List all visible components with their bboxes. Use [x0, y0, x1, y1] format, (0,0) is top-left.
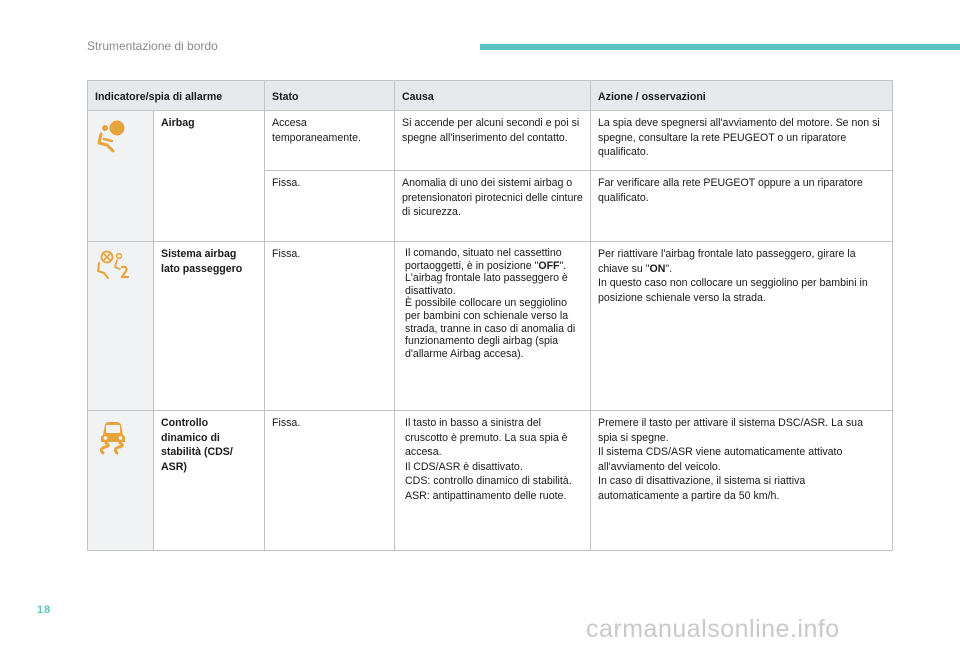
page-number: 18 [37, 604, 52, 616]
passenger-icon-cell [88, 242, 154, 411]
table-row [88, 111, 893, 171]
action-cell [591, 242, 893, 411]
state-cell: Accesa temporaneamente. [265, 111, 395, 171]
state-cell: Fissa. [265, 411, 395, 551]
cause-line: L'airbag frontale lato passeggero è disattivato. [405, 272, 568, 297]
table-row [88, 411, 893, 551]
cause-text: Il comando, situato nel cassettino portaoggetti, è in posizione " [405, 247, 562, 272]
action-cell: Far verificare alla rete PEUGEOT oppure a un riparatore qualificato. [591, 171, 893, 242]
column-header-state: Stato [265, 81, 395, 111]
indicator-name-stability-control: Controllo dinamico di stabilità (CDS/ ASR) [154, 411, 265, 551]
airbag-warning-icon [95, 119, 131, 155]
action-cell: La spia deve spegnersi all'avviamento del motore. Se non si spegne, consultare la rete PEUGEOT o un riparatore qualificato. [591, 111, 893, 171]
cause-line: Il tasto in basso a sinistra del cruscotto è premuto. La sua spia è accesa. [405, 417, 568, 459]
cause-line: ASR: antipattinamento delle ruote. [405, 489, 567, 502]
action-line: In caso di disattivazione, il sistema si riattiva automaticamente a partire da 50 km/h. [598, 475, 806, 502]
state-cell: Fissa. [265, 171, 395, 242]
action-text-end: ". [665, 262, 673, 275]
indicator-name-airbag: Airbag [154, 111, 265, 242]
column-header-indicator: Indicatore/spia di allarme [88, 81, 265, 111]
cause-line: Il CDS/ASR è disattivato. [405, 460, 523, 473]
cause-cell: Anomalia di uno dei sistemi airbag o pretensionatori pirotecnici delle cinture di sicurezza. [395, 171, 591, 242]
column-header-action: Azione / osservazioni [591, 81, 893, 111]
action-line: In questo caso non collocare un seggiolino per bambini in posizione schienale verso la strada. [598, 277, 868, 304]
cause-line: CDS: controllo dinamico di stabilità. [405, 475, 572, 488]
airbag-icon-cell [88, 111, 154, 242]
table-row [88, 242, 893, 411]
passenger-airbag-off-icon [95, 250, 131, 282]
action-text: Per riattivare l'airbag frontale lato passeggero, girare la chiave su " [598, 248, 856, 275]
cause-keyword-off: OFF [538, 259, 560, 272]
action-keyword-on: ON [649, 262, 666, 275]
indicator-name-passenger-airbag: Sistema airbag lato passeggero [154, 242, 265, 411]
column-header-cause: Causa [395, 81, 591, 111]
action-line: Premere il tasto per attivare il sistema DSC/ASR. La sua spia si spegne. [598, 417, 863, 444]
stability-control-icon [95, 419, 131, 455]
stability-icon-cell [88, 411, 154, 551]
cause-cell: Si accende per alcuni secondi e poi si spegne all'inserimento del contatto. [395, 111, 591, 171]
cause-cell [395, 411, 591, 551]
watermark: carmanualsonline.info [586, 615, 840, 643]
state-cell: Fissa. [265, 242, 395, 411]
action-cell [591, 411, 893, 551]
section-title: Strumentazione di bordo [87, 39, 218, 53]
warning-lights-table [87, 80, 893, 551]
table-header-row [88, 81, 893, 111]
cause-line: È possibile collocare un seggiolino per bambini con schienale verso la strada, tranne in caso di anomalia di funzionamento degli airbag (spia d'allarme Airbag accesa). [405, 297, 576, 360]
cause-text-end: ". [559, 259, 567, 272]
action-line: Il sistema CDS/ASR viene automaticamente attivato all'avviamento del veicolo. [598, 446, 843, 473]
header-accent-bar [480, 44, 960, 50]
cause-cell [395, 242, 591, 411]
